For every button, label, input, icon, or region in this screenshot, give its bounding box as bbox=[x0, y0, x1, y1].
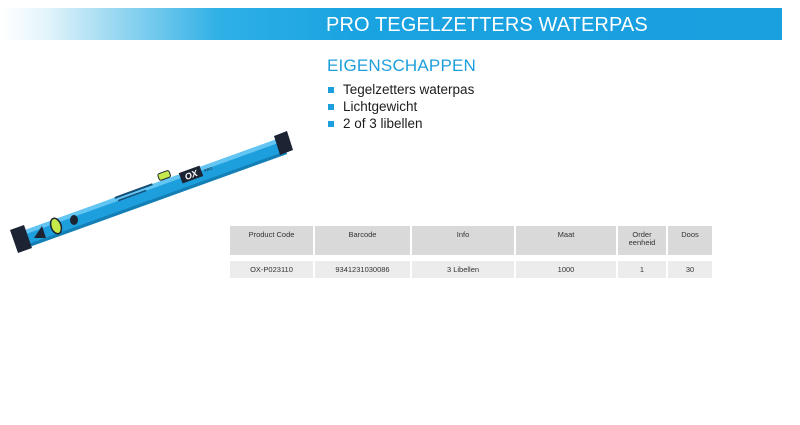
column-header-product-code: Product Code bbox=[230, 226, 313, 255]
cell-doos: 30 bbox=[668, 261, 712, 278]
title-text: TEGELZETTERS WATERPAS bbox=[374, 14, 648, 36]
table-row bbox=[230, 261, 712, 278]
cell-product-code: OX-P023110 bbox=[230, 261, 313, 278]
column-header-info: Info bbox=[412, 226, 514, 255]
feature-text: 2 of 3 libellen bbox=[343, 116, 423, 131]
column-header-order-eenheid: Order eenheid bbox=[618, 226, 666, 255]
spec-table bbox=[228, 226, 714, 278]
feature-item bbox=[327, 81, 474, 98]
feature-text: Tegelzetters waterpas bbox=[343, 82, 475, 97]
logo-subtext: PRO bbox=[203, 165, 214, 174]
hand-hole bbox=[70, 215, 78, 225]
feature-text: Lichtgewicht bbox=[343, 99, 418, 114]
bullet-icon bbox=[328, 121, 334, 127]
table-header-row bbox=[230, 226, 712, 255]
cell-barcode: 9341231030086 bbox=[315, 261, 410, 278]
column-header-maat: Maat bbox=[516, 226, 616, 255]
bullet-icon bbox=[328, 87, 334, 93]
cell-order-eenheid: 1 bbox=[618, 261, 666, 278]
section-heading: EIGENSCHAPPEN bbox=[327, 56, 477, 75]
feature-list bbox=[327, 81, 474, 132]
feature-item bbox=[327, 115, 474, 132]
cell-info: 3 Libellen bbox=[412, 261, 514, 278]
page-title bbox=[326, 14, 648, 36]
title-prefix: PRO bbox=[326, 14, 370, 36]
cell-maat: 1000 bbox=[516, 261, 616, 278]
feature-item bbox=[327, 98, 474, 115]
column-header-barcode: Barcode bbox=[315, 226, 410, 255]
bullet-icon bbox=[328, 104, 334, 110]
column-header-doos: Doos bbox=[668, 226, 712, 255]
logo-text: OX bbox=[183, 168, 200, 182]
